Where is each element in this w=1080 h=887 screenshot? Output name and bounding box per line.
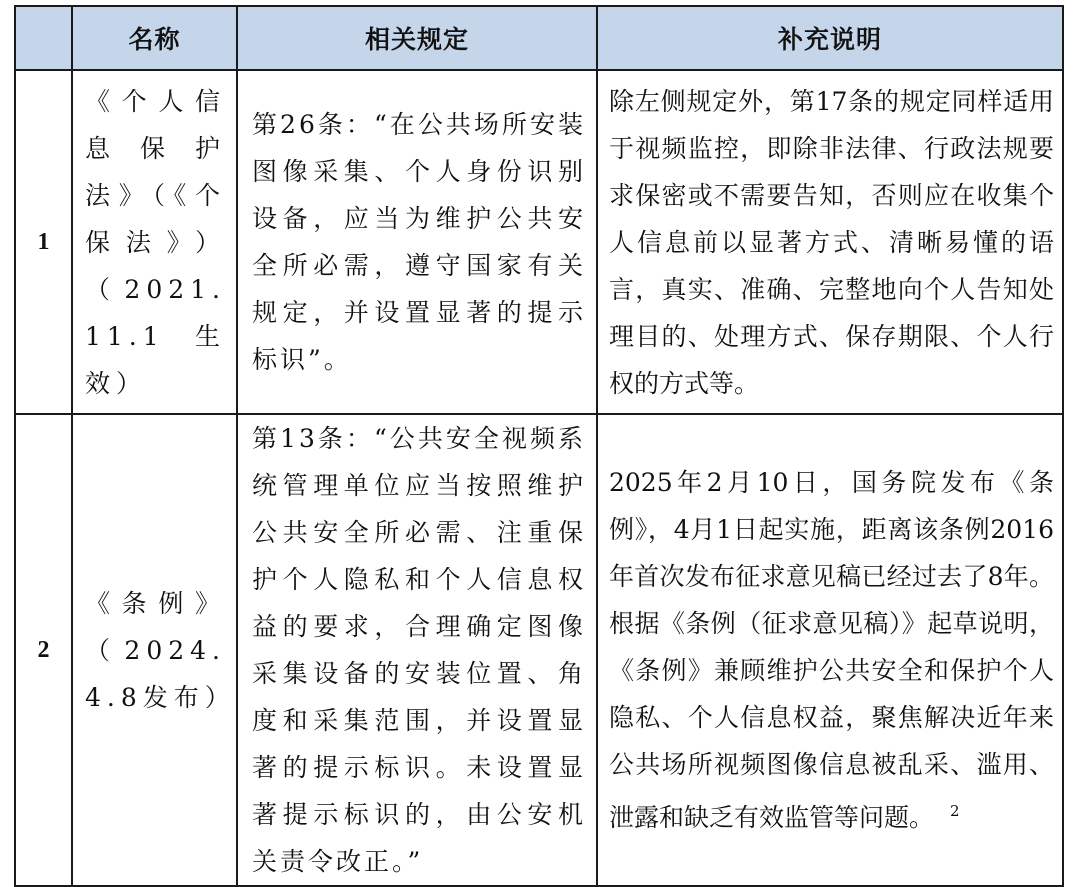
row-name-cell (72, 414, 237, 886)
regulation-table (14, 5, 1064, 887)
row-regulation-cell (237, 70, 597, 414)
header-note: 补充说明 (597, 6, 1063, 70)
footnote-marker[interactable]: 2 (950, 802, 960, 820)
table-row (15, 70, 1063, 414)
row-name-cell (72, 70, 237, 414)
table-header (15, 6, 1063, 70)
row-name: 《个人信息保护法》（《个保法》）（2021.11.1生效） (85, 86, 226, 398)
row-name: 《条例》（2024.4.8发布） (85, 588, 236, 712)
row-note-cell (597, 70, 1063, 414)
header-name: 名称 (72, 6, 237, 70)
row-note: 2025年2月10日，国务院发布《条例》，4月1日起实施，距离该条例2016年首次发布征求意见稿已经过去了8年。根据《条例（征求意见稿）》起草说明，《条例》兼顾维护公共安全和保护个人隐私、个人信息权益，聚焦解决近年来公共场所视频图像信息被乱采、滥用、泄露和缺乏有效监管等问题。 (609, 468, 1054, 832)
header-index (15, 6, 72, 70)
row-note-wrapper (598, 459, 1062, 841)
row-index: 1 (15, 70, 72, 414)
row-regulation: 第13条：“公共安全视频系统管理单位应当按照维护公共安全所必需、注重保护个人隐私和个人信息权益的要求，合理确定图像采集设备的安装位置、角度和采集范围，并设置显著的提示标识。未设置显著提示标识的，由公安机关责令改正。” (252, 424, 586, 876)
row-regulation-cell (237, 414, 597, 886)
row-regulation: 第26条：“在公共场所安装图像采集、个人身份识别设备，应当为维护公共安全所必需，遵守国家有关规定，并设置显著的提示标识”。 (252, 110, 586, 374)
row-index: 2 (15, 414, 72, 886)
table-row (15, 414, 1063, 886)
row-note-cell (597, 414, 1063, 886)
header-row (15, 6, 1063, 70)
row-note: 除左侧规定外，第17条的规定同样适用于视频监控，即除非法律、行政法规要求保密或不需要告知，否则应在收集个人信息前以显著方式、清晰易懂的语言，真实、准确、完整地向个人告知处理目的、处理方式、保存期限、个人行权的方式等。 (609, 86, 1054, 398)
header-regulation: 相关规定 (237, 6, 597, 70)
